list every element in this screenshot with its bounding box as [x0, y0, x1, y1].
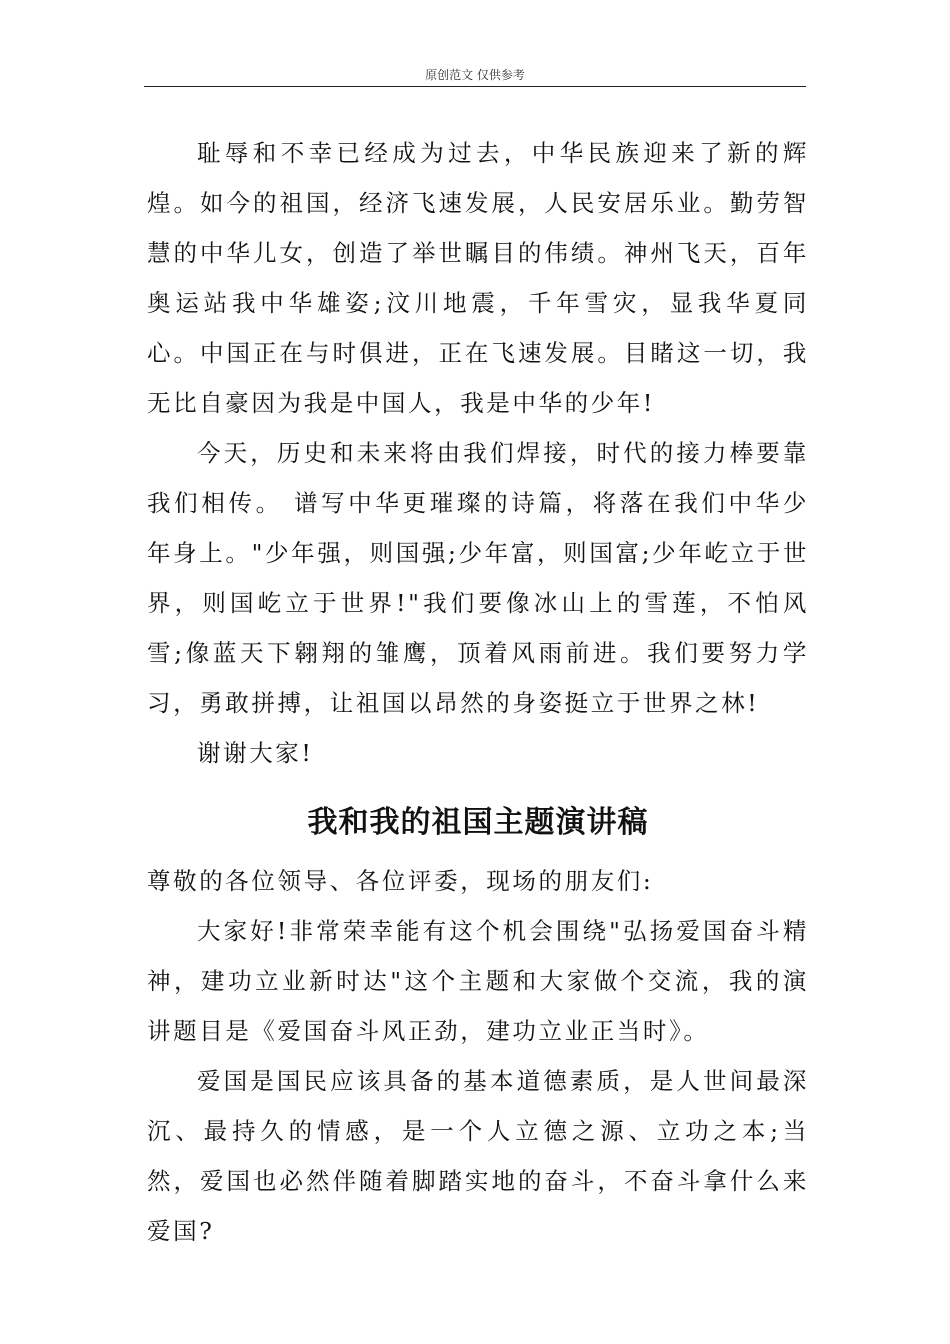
paragraph-2: 今天，历史和未来将由我们焊接，时代的接力棒要靠我们相传。 谱写中华更璀璨的诗篇，将落在我们中华少年身上。"少年强，则国强;少年富，则国富;少年屹立于世界，则国屹立于世界!"我们要像冰山上的雪莲，不怕风雪;像蓝天下翱翔的雏鹰，顶着风雨前进。我们要努力学习，勇敢拼搏，让祖国以昂然的身姿挺立于世界之林!	[147, 439, 809, 717]
paragraph-1: 耻辱和不幸已经成为过去，中华民族迎来了新的辉煌。如今的祖国，经济飞速发展，人民安居乐业。勤劳智慧的中华儿女，创造了举世瞩目的伟绩。神州飞天，百年奥运站我中华雄姿;汶川地震，千年雪灾，显我华夏同心。中国正在与时俱进，正在飞速发展。目睹这一切，我无比自豪因为我是中国人，我是中华的少年!	[147, 139, 809, 417]
paragraph-4: 爱国是国民应该具备的基本道德素质，是人世间最深沉、最持久的情感，是一个人立德之源、立功之本;当然，爱国也必然伴随着脚踏实地的奋斗，不奋斗拿什么来爱国?	[147, 1067, 809, 1245]
header-text: 原创范文 仅供参考	[425, 68, 525, 82]
page-header	[144, 66, 806, 87]
salutation: 尊敬的各位领导、各位评委，现场的朋友们:	[147, 867, 654, 895]
paragraph-thanks: 谢谢大家!	[197, 739, 314, 767]
speech-title: 我和我的祖国主题演讲稿	[307, 805, 649, 840]
document-body	[147, 128, 809, 1256]
paragraph-3: 大家好!非常荣幸能有这个机会围绕"弘扬爱国奋斗精神，建功立业新时达"这个主题和大家做个交流，我的演讲题目是《爱国奋斗风正劲，建功立业正当时》。	[147, 917, 809, 1045]
